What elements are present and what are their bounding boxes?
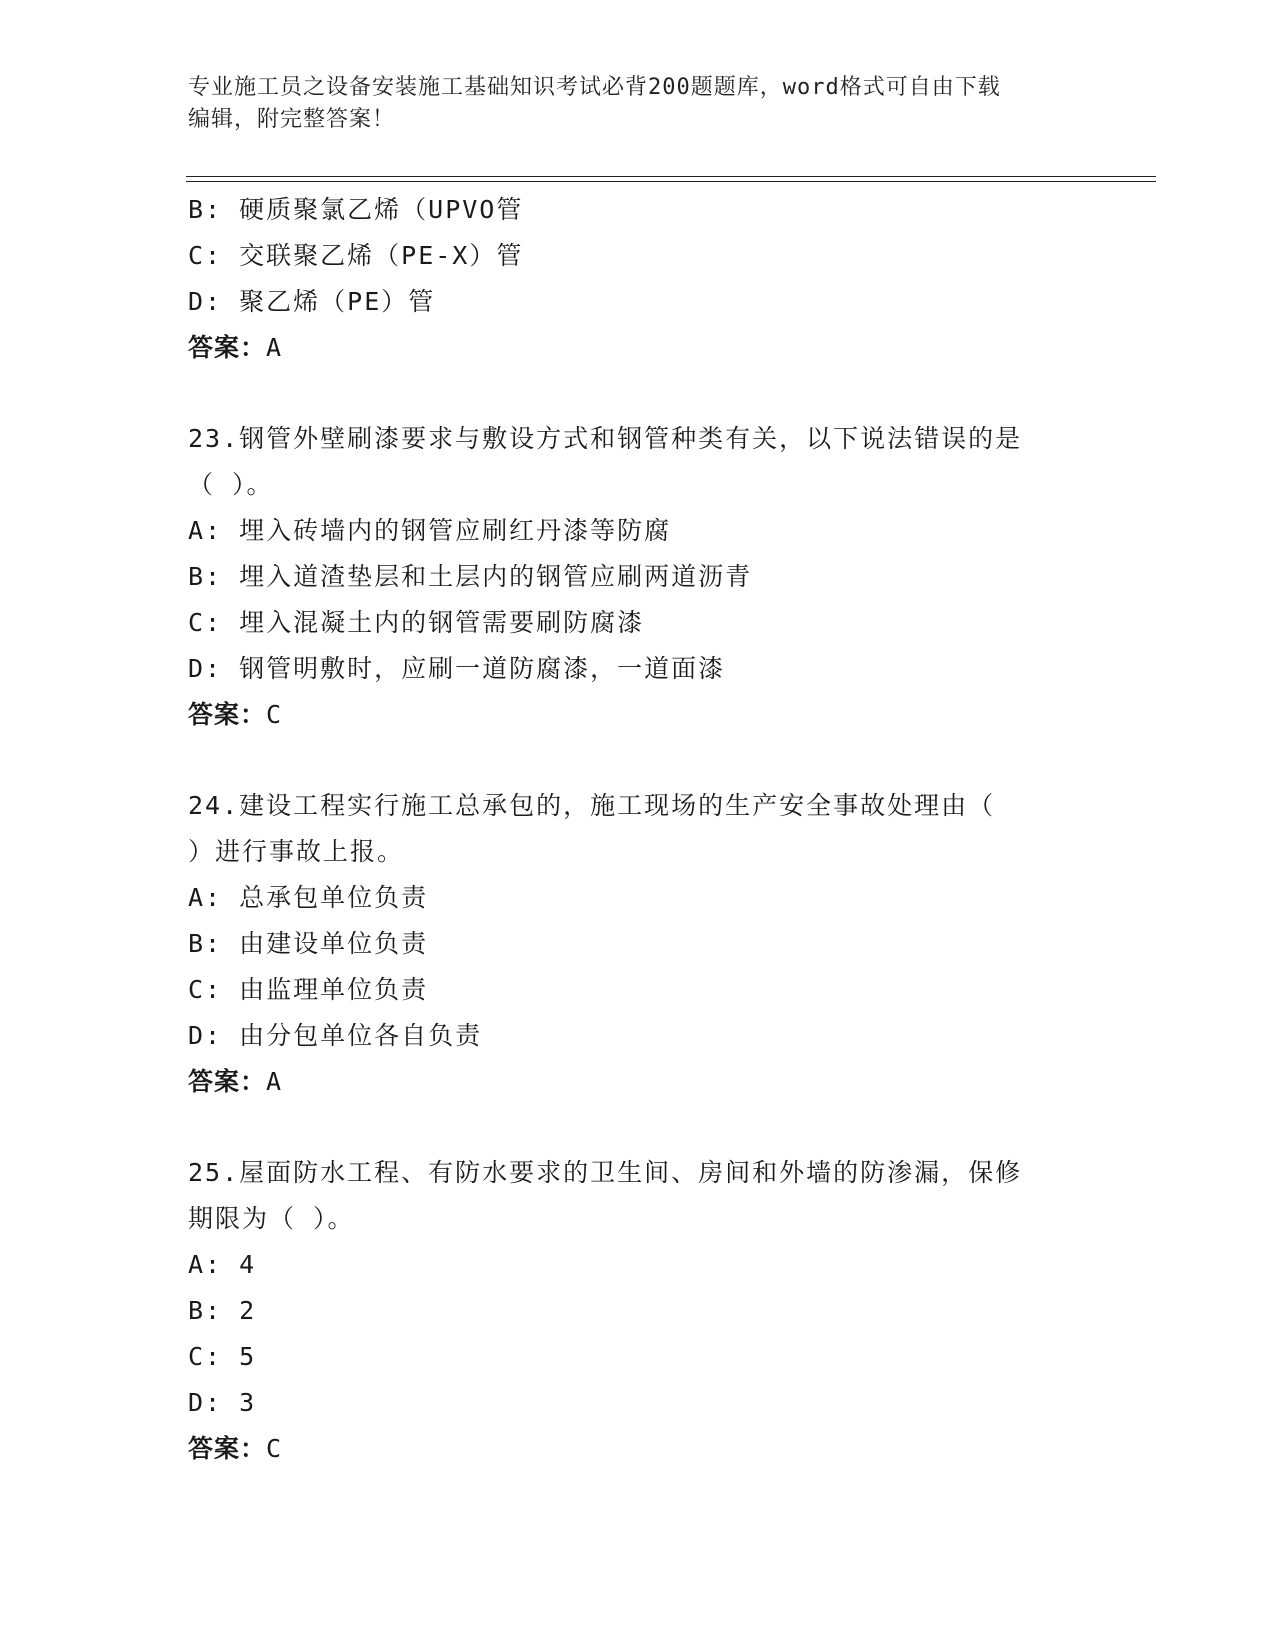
spacer — [188, 738, 1088, 783]
answer-line — [188, 1059, 1088, 1105]
question-stem-line: 23.钢管外壁刷漆要求与敷设方式和钢管种类有关，以下说法错误的是 — [188, 424, 1023, 453]
question-stem-line: （ ）。 — [188, 470, 274, 499]
document-header — [188, 72, 1088, 136]
header-rule-bottom — [186, 181, 1156, 182]
spacer — [188, 1105, 1088, 1150]
answer-label: 答案： — [188, 1434, 267, 1463]
option-a: A: 总承包单位负责 — [188, 883, 429, 912]
answer-label: 答案： — [188, 333, 267, 362]
question-22-continued — [188, 187, 1088, 371]
answer-value: A — [266, 333, 283, 362]
option-c: C: 埋入混凝土内的钢管需要刷防腐漆 — [188, 608, 645, 637]
option-d: D: 3 — [188, 1388, 257, 1417]
answer-line — [188, 325, 1088, 371]
answer-label: 答案： — [188, 700, 267, 729]
question-stem-line: 期限为（ ）。 — [188, 1204, 355, 1233]
spacer — [188, 371, 1088, 416]
option-b: B: 2 — [188, 1296, 257, 1325]
option-c: C: 由监理单位负责 — [188, 975, 429, 1004]
option-d: D: 聚乙烯（PE）管 — [188, 287, 436, 316]
option-c: C: 交联聚乙烯（PE-X）管 — [188, 241, 524, 270]
question-stem-line: ）进行事故上报。 — [188, 837, 405, 866]
option-d: D: 由分包单位各自负责 — [188, 1021, 483, 1050]
question-stem-line: 24.建设工程实行施工总承包的，施工现场的生产安全事故处理由（ — [188, 791, 996, 820]
header-title-line-1: 专业施工员之设备安装施工基础知识考试必背200题题库，word格式可自由下载 — [188, 75, 1001, 100]
answer-value: A — [266, 1067, 283, 1096]
question-23 — [188, 416, 1088, 738]
question-24 — [188, 783, 1088, 1105]
answer-line — [188, 692, 1088, 738]
answer-value: C — [266, 1434, 283, 1463]
header-rule-top — [186, 176, 1156, 177]
option-b: B: 埋入道渣垫层和土层内的钢管应刷两道沥青 — [188, 562, 753, 591]
header-title-line-2: 编辑，附完整答案！ — [188, 107, 396, 132]
option-b: B: 由建设单位负责 — [188, 929, 429, 958]
answer-line — [188, 1426, 1088, 1472]
option-d: D: 钢管明敷时，应刷一道防腐漆，一道面漆 — [188, 654, 726, 683]
answer-label: 答案： — [188, 1067, 267, 1096]
option-b: B: 硬质聚氯乙烯（UPVO管 — [188, 195, 524, 224]
option-c: C: 5 — [188, 1342, 257, 1371]
answer-value: C — [266, 700, 283, 729]
option-a: A: 4 — [188, 1250, 257, 1279]
option-a: A: 埋入砖墙内的钢管应刷红丹漆等防腐 — [188, 516, 672, 545]
question-25 — [188, 1150, 1088, 1472]
question-content — [188, 187, 1088, 1472]
question-stem-line: 25.屋面防水工程、有防水要求的卫生间、房间和外墙的防渗漏，保修 — [188, 1158, 1023, 1187]
